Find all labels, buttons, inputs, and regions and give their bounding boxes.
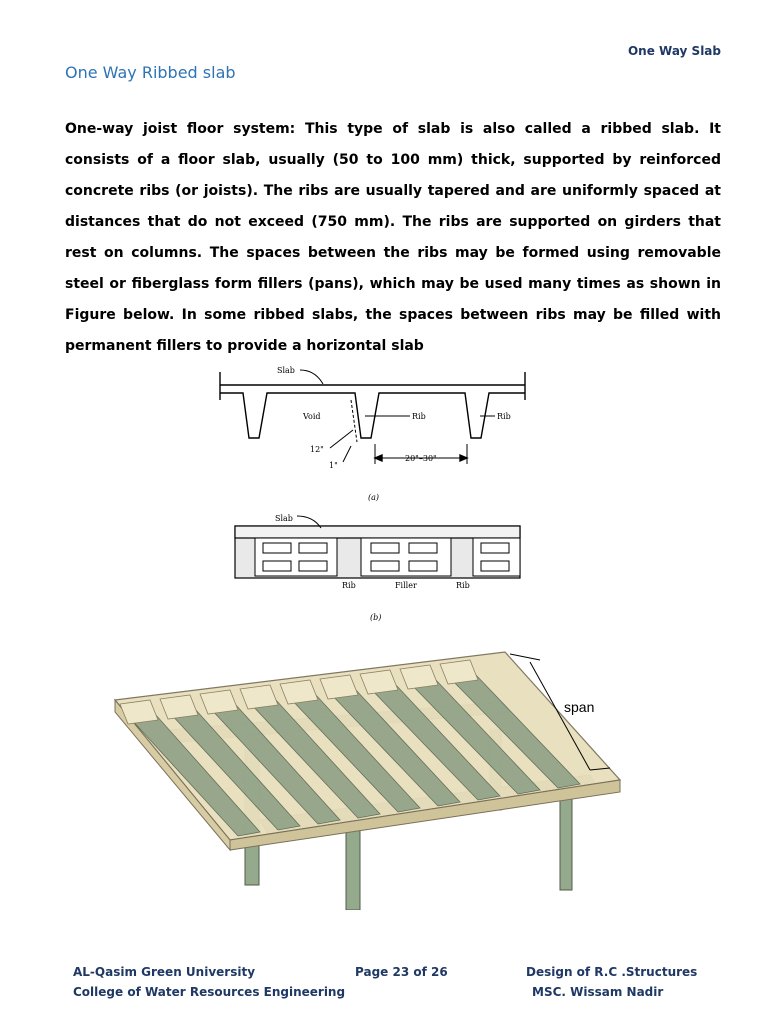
body-paragraph: One-way joist floor system: This type of slab is also called a ribbed slab. It consists of a floor slab, usually (50 to 100 mm) thick, supported by reinforced concrete ribs (or joists). The ribs are usually tapered and are uniformly spaced at distances that do not exceed (750 mm). The ribs are supported on girders that rest on columns. The spaces between the ribs may be formed using removable steel or fiberglass form fillers (pans), which may be used many times as shown in Figure below. In some ribbed slabs, the spaces between ribs may be filled with permanent fillers to provide a horizontal slab	[65, 121, 721, 354]
figure-c-joist-floor-3d	[110, 640, 630, 910]
figure-a-ribbed-section	[205, 360, 535, 510]
footer-course: Design of R.C .Structures	[526, 965, 698, 979]
fig-b-slab-label: Slab	[275, 514, 293, 523]
footer-college: College of Water Resources Engineering	[73, 985, 346, 999]
fig-a-slab-label: Slab	[277, 366, 295, 375]
footer-author: MSC. Wissam Nadir	[532, 985, 664, 999]
section-title: One Way Ribbed slab	[65, 63, 236, 82]
figure-b-filler-section	[225, 508, 525, 628]
footer-page-number: Page 23 of 26	[355, 965, 448, 979]
fig-a-rib-label-2: Rib	[497, 412, 511, 421]
fig-b-rib-label-1: Rib	[342, 581, 356, 590]
fig-a-void-label: Void	[303, 412, 321, 421]
fig-c-span-label: span	[564, 699, 595, 715]
fig-a-spacing-label: 20"–30"	[405, 454, 437, 463]
footer-university: AL-Qasim Green University	[73, 965, 256, 979]
fig-b-filler-label: Filler	[395, 581, 417, 590]
fig-a-offset-label: 1"	[329, 461, 338, 470]
fig-b-rib-label-2: Rib	[456, 581, 470, 590]
fig-a-rib-label-1: Rib	[412, 412, 426, 421]
fig-a-caption: (a)	[368, 493, 380, 502]
running-header: One Way Slab	[627, 44, 721, 58]
fig-b-caption: (b)	[370, 613, 382, 622]
fig-a-slope-label: 12"	[310, 445, 324, 454]
